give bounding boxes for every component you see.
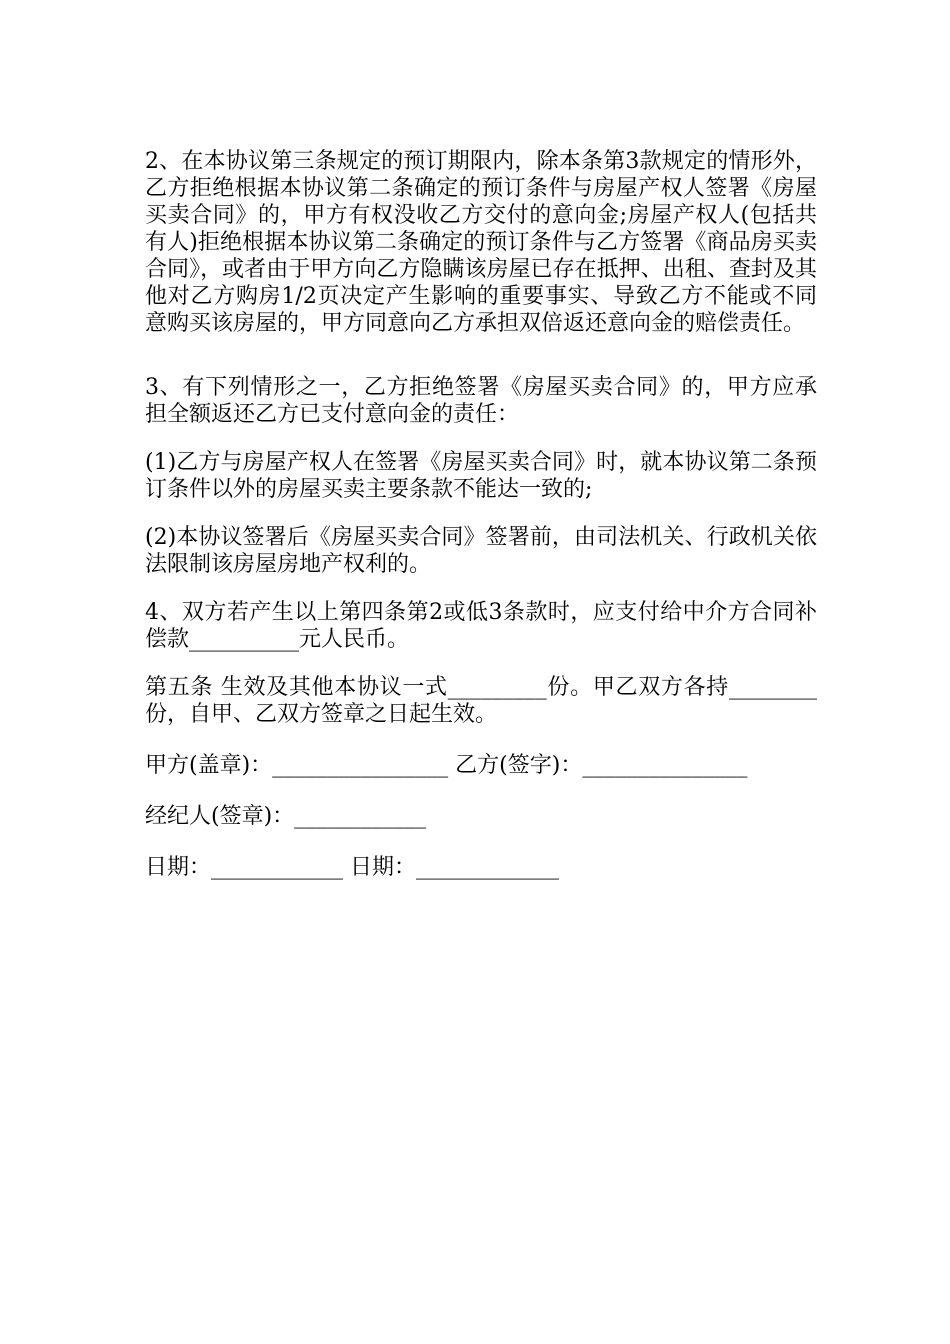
signature-party-lines: 甲方(盖章)：________________ 乙方(签字)：_______________	[145, 753, 748, 778]
spacer	[145, 653, 817, 674]
spacer	[145, 578, 817, 599]
signature-date-lines: 日期：____________ 日期：_____________	[145, 855, 559, 880]
spacer	[145, 728, 817, 752]
clause-3: 3、有下列情形之一，乙方拒绝签署《房屋买卖合同》的，甲方应承担全额返还乙方已支付意向金的责任：	[145, 375, 817, 427]
document-page	[145, 148, 817, 881]
spacer	[145, 337, 817, 374]
spacer	[145, 503, 817, 524]
clause-3-item-1: (1)乙方与房屋产权人在签署《房屋买卖合同》时，就本协议第二条预订条件以外的房屋买卖主要条款不能达一致的;	[145, 450, 817, 502]
spacer	[145, 428, 817, 449]
spacer	[145, 830, 817, 854]
clause-2: 2、在本协议第三条规定的预订期限内，除本条第3款规定的情形外，乙方拒绝根据本协议第二条确定的预订条件与房屋产权人签署《房屋买卖合同》的，甲方有权没收乙方交付的意向金;房屋产权人(包括共有人)拒绝根据本协议第二条确定的预订条件与乙方签署《商品房买卖合同》，或者由于甲方向乙方隐瞒该房屋已存在抵押、出租、查封及其他对乙方购房1/2页决定产生影响的重要事实、导致乙方不能或不同意购买该房屋的，甲方同意向乙方承担双倍返还意向金的赔偿责任。	[145, 149, 817, 336]
clause-4: 4、双方若产生以上第四条第2或低3条款时，应支付给中介方合同补偿款__________元人民币。	[145, 600, 817, 652]
spacer	[145, 779, 817, 803]
clause-3-item-2: (2)本协议签署后《房屋买卖合同》签署前，由司法机关、行政机关依法限制该房屋房地产权利的。	[145, 525, 817, 577]
article-5: 第五条 生效及其他本协议一式_________份。甲乙双方各持________份，自甲、乙双方签章之日起生效。	[145, 675, 817, 727]
signature-agent-line: 经纪人(签章)：____________	[145, 804, 427, 829]
